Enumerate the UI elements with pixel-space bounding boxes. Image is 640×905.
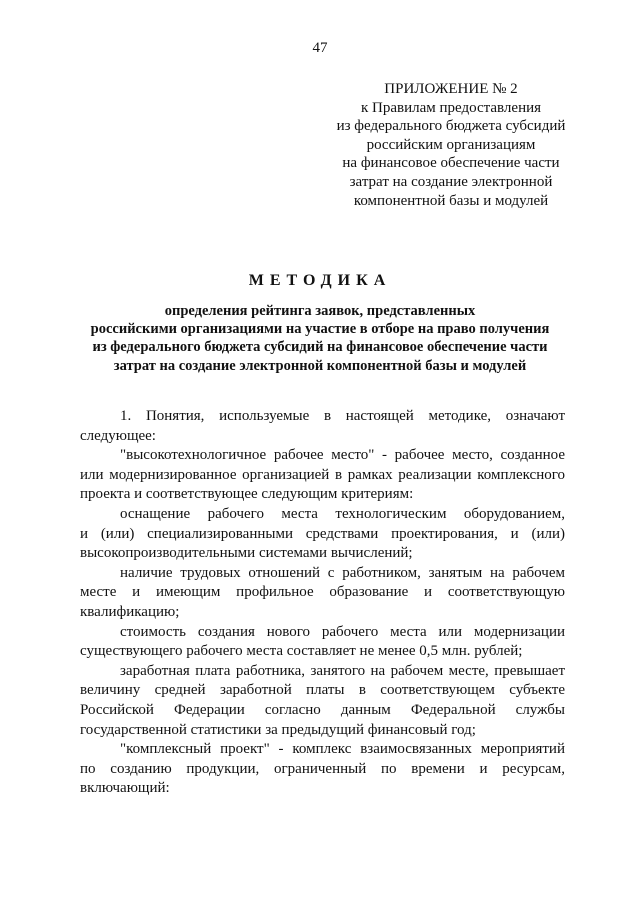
appendix-header: [306, 80, 596, 210]
body-line: и (или) специализированными средствами проектирования, и (или): [80, 525, 565, 542]
subtitle-line: российскими организациями на участие в отборе на право получения: [90, 321, 550, 338]
body-line: 1. Понятия, используемые в настоящей методике, означают: [120, 408, 565, 424]
body-line: или модернизированное организацией в рамках реализации комплексного: [80, 466, 565, 483]
appendix-title: ПРИЛОЖЕНИЕ № 2: [384, 81, 518, 97]
body-line: стоимость создания нового рабочего места или модернизации: [120, 623, 565, 640]
method-title: МЕТОДИКА: [248, 272, 392, 289]
method-subtitle: [0, 302, 640, 375]
body-line: высокопроизводительными системами вычислений;: [80, 545, 413, 562]
body-line: Российской Федерации согласно данным Федеральной службы: [80, 701, 565, 718]
body-text: [80, 407, 565, 799]
body-line: "комплексный проект" - комплекс взаимосвязанных мероприятий: [120, 741, 565, 758]
appendix-line: на финансовое обеспечение части: [342, 155, 560, 172]
body-line: величину средней заработной платы в соответствующем субъекте: [80, 682, 565, 699]
body-line: государственной статистики за предыдущий финансовый год;: [80, 721, 476, 738]
appendix-line: затрат на создание электронной: [349, 173, 553, 190]
body-line: оснащение рабочего места технологическим оборудованием,: [120, 505, 565, 522]
subtitle-line: затрат на создание электронной компонентной базы и модулей: [113, 357, 527, 374]
appendix-line: к Правилам предоставления: [360, 99, 542, 116]
appendix-line: из федерального бюджета субсидий: [336, 118, 566, 135]
body-line: существующего рабочего места составляет не менее 0,5 млн. рублей;: [80, 643, 523, 660]
body-line: квалификацию;: [80, 603, 180, 620]
body-line: заработная плата работника, занятого на рабочем месте, превышает: [120, 662, 565, 679]
body-line: "высокотехнологичное рабочее место" - рабочее место, созданное: [120, 447, 565, 464]
body-line: по созданию продукции, ограниченный по времени и ресурсам,: [80, 760, 565, 777]
appendix-line: компонентной базы и модулей: [353, 192, 549, 209]
body-line: проекта и соответствующее следующим критериям:: [80, 486, 414, 503]
subtitle-line: из федерального бюджета субсидий на финансовое обеспечение части: [92, 339, 548, 356]
body-line: наличие трудовых отношений с работником, занятым на рабочем: [120, 564, 565, 581]
appendix-line: российским организациям: [366, 136, 536, 153]
body-line: следующее:: [80, 427, 156, 444]
body-line: включающий:: [80, 780, 170, 797]
page-number: 47: [312, 40, 328, 56]
subtitle-line: определения рейтинга заявок, представленных: [164, 303, 476, 319]
body-line: месте и имеющим профильное образование и соответствующую: [80, 584, 565, 601]
